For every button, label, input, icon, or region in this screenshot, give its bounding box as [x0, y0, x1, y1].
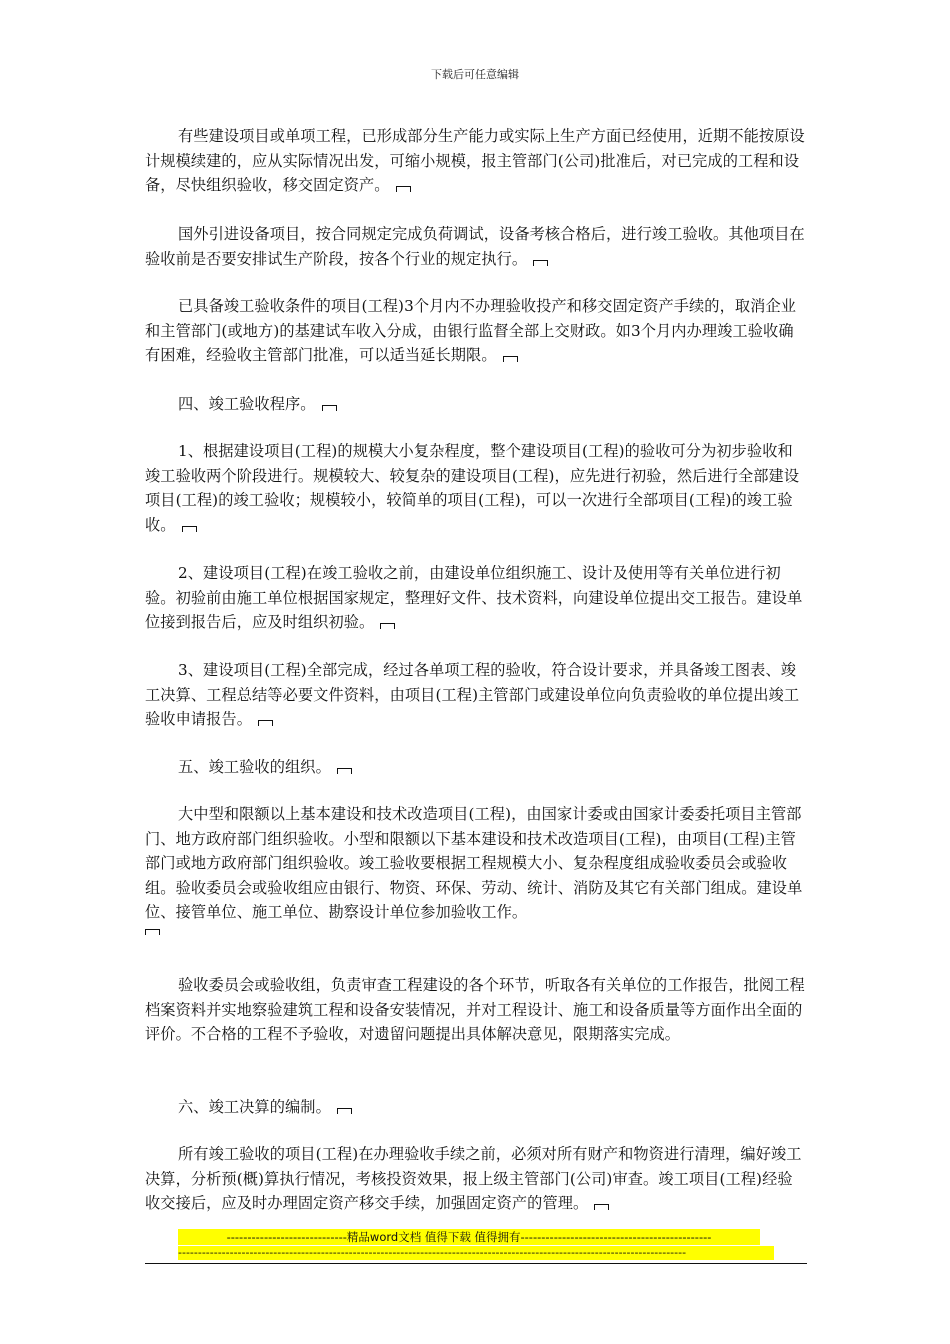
paragraph-text: 2、建设项目(工程)在竣工验收之前，由建设单位组织施工、设计及使用等有关单位进行初验。初验前由施工单位根据国家规定，整理好文件、技术资料，向建设单位提出交工报告。建设单位接到报告后，应及时组织初验。	[145, 564, 803, 631]
paragraph	[145, 439, 807, 537]
paragraph-mark-icon	[258, 720, 273, 726]
section-heading	[145, 392, 807, 417]
paragraph-mark-icon	[396, 186, 411, 192]
footer-dashes: --------------------------------------------------------------------------------------------------------------------------------	[178, 1246, 774, 1260]
paragraph	[145, 222, 807, 271]
paragraph	[145, 973, 807, 1047]
section-heading	[145, 755, 807, 780]
paragraph	[145, 1142, 807, 1216]
paragraph-text: 已具备竣工验收条件的项目(工程)3个月内不办理验收投产和移交固定资产手续的，取消企业和主管部门(或地方)的基建试车收入分成，由银行监督全部上交财政。如3个月内办理竣工验收确有困难，经验收主管部门批准，可以适当延长期限。	[145, 297, 797, 364]
heading-text: 五、竣工验收的组织。	[178, 758, 331, 776]
paragraph	[145, 124, 807, 198]
paragraph-mark-icon	[503, 356, 518, 362]
page-header: 下载后可任意编辑	[431, 68, 519, 81]
paragraph-mark-icon	[594, 1204, 609, 1210]
paragraph-text: 有些建设项目或单项工程，已形成部分生产能力或实际上生产方面已经使用，近期不能按原设计规模续建的，应从实际情况出发，可缩小规模，报主管部门(公司)批准后，对已完成的工程和设备，尽快组织验收，移交固定资产。	[145, 127, 805, 194]
footer-banner: -----------------------------精品word文档 值得下载 值得拥有----------------------------------------------	[178, 1229, 760, 1245]
section-heading	[145, 1095, 807, 1120]
paragraph	[145, 658, 807, 732]
paragraph-mark-icon	[145, 929, 160, 935]
paragraph-text: 大中型和限额以上基本建设和技术改造项目(工程)，由国家计委或由国家计委委托项目主管部门、地方政府部门组织验收。小型和限额以下基本建设和技术改造项目(工程)，由项目(工程)主管部门或地方政府部门组织验收。竣工验收要根据工程规模大小、复杂程度组成验收委员会或验收组。验收委员会或验收组应由银行、物资、环保、劳动、统计、消防及其它有关部门组成。建设单位、接管单位、施工单位、勘察设计单位参加验收工作。	[145, 805, 803, 921]
paragraph-mark-icon	[337, 768, 352, 774]
heading-text: 六、竣工决算的编制。	[178, 1098, 331, 1116]
heading-text: 四、竣工验收程序。	[178, 395, 316, 413]
paragraph-text: 3、建设项目(工程)全部完成，经过各单项工程的验收，符合设计要求，并具备竣工图表、竣工决算、工程总结等必要文件资料，由项目(工程)主管部门或建设单位向负责验收的单位提出竣工验收申请报告。	[145, 661, 800, 728]
paragraph	[145, 561, 807, 635]
paragraph	[145, 802, 807, 935]
paragraph-mark-icon	[322, 405, 337, 411]
paragraph-mark-icon	[182, 526, 197, 532]
paragraph	[145, 294, 807, 368]
footer-rule	[145, 1263, 807, 1264]
paragraph-text: 国外引进设备项目，按合同规定完成负荷调试，设备考核合格后，进行竣工验收。其他项目在验收前是否要安排试生产阶段，按各个行业的规定执行。	[145, 225, 805, 268]
paragraph-text: 验收委员会或验收组，负责审查工程建设的各个环节，听取各有关单位的工作报告，批阅工程档案资料并实地察验建筑工程和设备安装情况，并对工程设计、施工和设备质量等方面作出全面的评价。不合格的工程不予验收，对遗留问题提出具体解决意见，限期落实完成。	[145, 976, 805, 1043]
paragraph-text: 所有竣工验收的项目(工程)在办理验收手续之前，必须对所有财产和物资进行清理，编好竣工决算，分析预(概)算执行情况，考核投资效果，报上级主管部门(公司)审查。竣工项目(工程)经验收交接后，应及时办理固定资产移交手续，加强固定资产的管理。	[145, 1145, 802, 1212]
paragraph-mark-icon	[337, 1108, 352, 1114]
paragraph-mark-icon	[380, 623, 395, 629]
paragraph-mark-icon	[533, 260, 548, 266]
paragraph-text: 1、根据建设项目(工程)的规模大小复杂程度，整个建设项目(工程)的验收可分为初步验收和竣工验收两个阶段进行。规模较大、较复杂的建设项目(工程)，应先进行初验，然后进行全部建设项目(工程)的竣工验收；规模较小，较简单的项目(工程)，可以一次进行全部项目(工程)的竣工验收。	[145, 442, 800, 534]
